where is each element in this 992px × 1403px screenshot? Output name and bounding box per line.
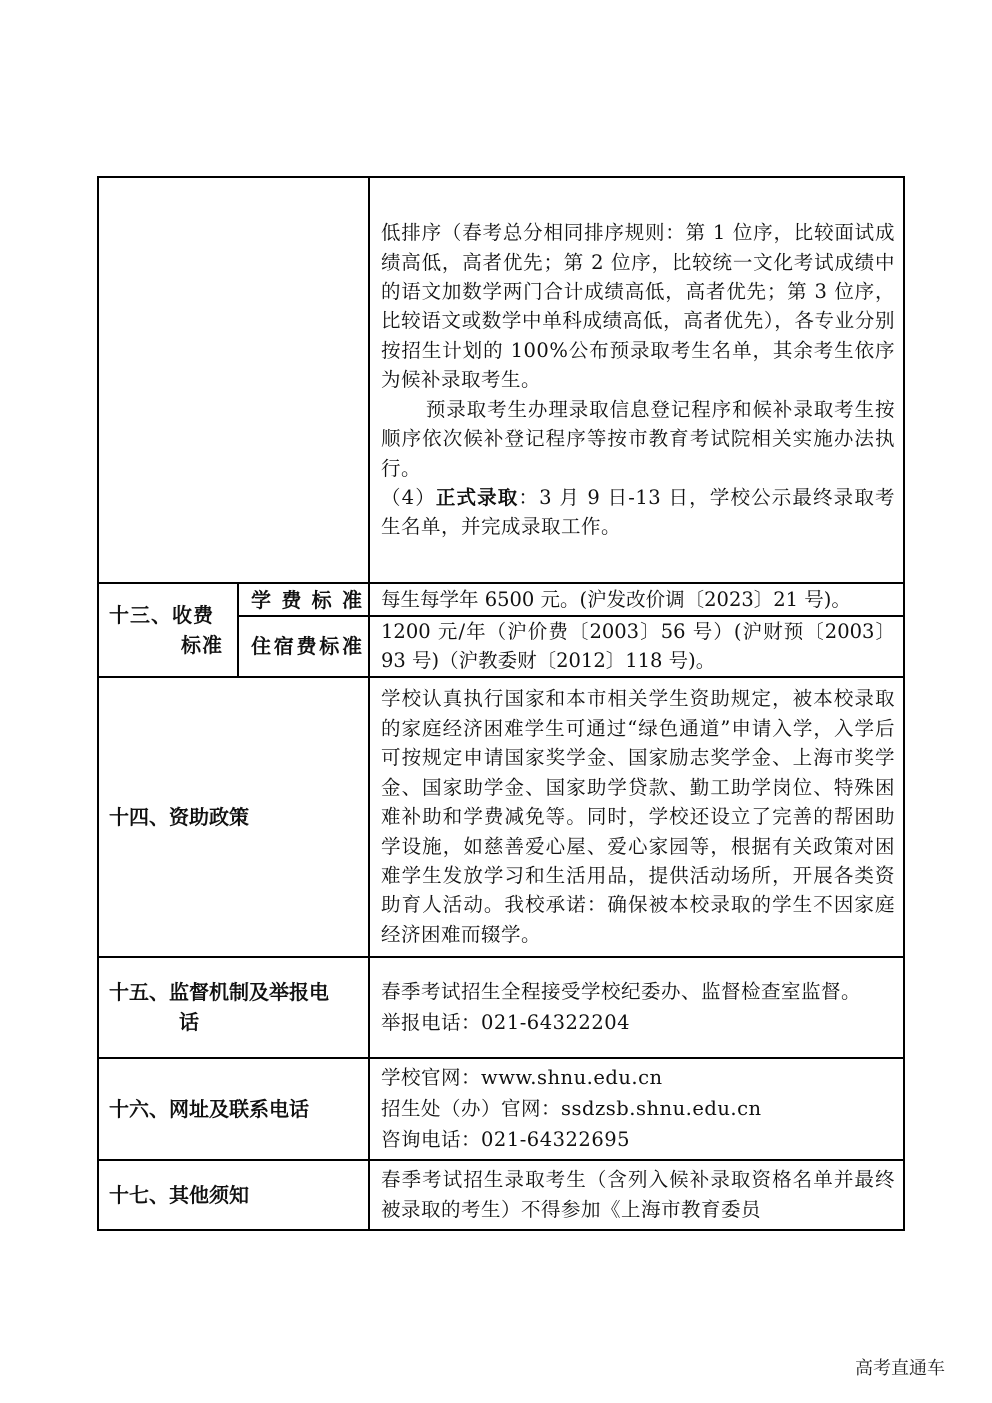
fee-standard-label	[98, 583, 238, 677]
admission-procedure-cell	[369, 177, 904, 583]
admission-office-website: 招生处（办）官网：ssdzsb.shnu.edu.cn	[381, 1097, 762, 1121]
tuition-value: 每生每学年 6500 元。(沪发改价调〔2023〕21 号)。	[369, 583, 904, 616]
housing-fee-label: 住宿费标准	[238, 616, 369, 677]
financial-aid-text: 学校认真执行国家和本市相关学生资助规定，被本校录取的家庭经济困难学生可通过“绿色通道”申请入学，入学后可按规定申请国家奖学金、国家励志奖学金、上海市奖学金、国家助学金、国家助学贷款、勤工助学岗位、特殊困难补助和学费减免等。同时，学校还设立了完善的帮困助学设施，如慈善爱心屋、爱心家园等，根据有关政策对困难学生发放学习和生活用品，提供活动场所，开展各类资助育人活动。我校承诺：确保被本校录取的学生不因家庭经济困难而辍学。	[369, 677, 904, 957]
watermark-text: 高考直通车	[855, 1358, 945, 1379]
formal-admission-number: （4）	[381, 485, 436, 509]
fee-standard-label-line2: 标准	[181, 632, 223, 657]
supervision-label-line2: 话	[179, 1010, 199, 1035]
contact-cell	[369, 1058, 904, 1160]
admission-paragraph-3	[381, 483, 895, 542]
empty-label-cell	[98, 177, 369, 583]
other-notes-text: 春季考试招生录取考生（含列入候补录取资格名单并最终被录取的考生）不得参加《上海市教育委员	[369, 1160, 904, 1230]
table-row	[98, 1160, 904, 1230]
fee-standard-label-line1: 十三、收费	[109, 602, 214, 627]
inquiry-phone: 咨询电话：021-64322695	[381, 1128, 631, 1152]
supervision-text: 春季考试招生全程接受学校纪委办、监督检查室监督。	[381, 979, 862, 1003]
table-row	[98, 677, 904, 957]
table-row	[98, 957, 904, 1058]
formal-admission-heading: 正式录取	[435, 485, 519, 509]
housing-fee-value: 1200 元/年（沪价费〔2003〕56 号）(沪财预〔2003〕93 号)（沪教委财〔2012〕118 号)。	[369, 616, 904, 677]
table-row	[98, 583, 904, 616]
supervision-label-line1: 十五、监督机制及举报电	[109, 980, 329, 1005]
table-row	[98, 177, 904, 583]
financial-aid-label: 十四、资助政策	[98, 677, 369, 957]
admission-paragraph-2: 预录取考生办理录取信息登记程序和候补录取考生按顺序依次候补登记程序等按市教育考试院相关实施办法执行。	[381, 397, 895, 480]
report-phone: 举报电话：021-64322204	[381, 1011, 631, 1035]
table-row	[98, 1058, 904, 1160]
contact-label: 十六、网址及联系电话	[98, 1058, 369, 1160]
tuition-label: 学费标准	[238, 583, 369, 616]
supervision-cell	[369, 957, 904, 1058]
admission-info-table	[97, 176, 905, 1231]
school-website: 学校官网：www.shnu.edu.cn	[381, 1066, 663, 1090]
supervision-label	[98, 957, 369, 1058]
admission-paragraph-1: 低排序（春考总分相同排序规则：第 1 位序，比较面试成绩高低，高者优先；第 2 位序，比较统一文化考试成绩中的语文加数学两门合计成绩高低，高者优先；第 3 位序，比较语文或数学中单科成绩高低，高者优先），各专业分别按招生计划的 100%公布预录取考生名单，其余考生依序为候补录取考生。	[381, 221, 895, 392]
other-notes-label: 十七、其他须知	[98, 1160, 369, 1230]
formal-admission-text: ：3 月 9 日-13 日，学校公示最终录取考生名单，并完成录取工作。	[381, 485, 895, 539]
